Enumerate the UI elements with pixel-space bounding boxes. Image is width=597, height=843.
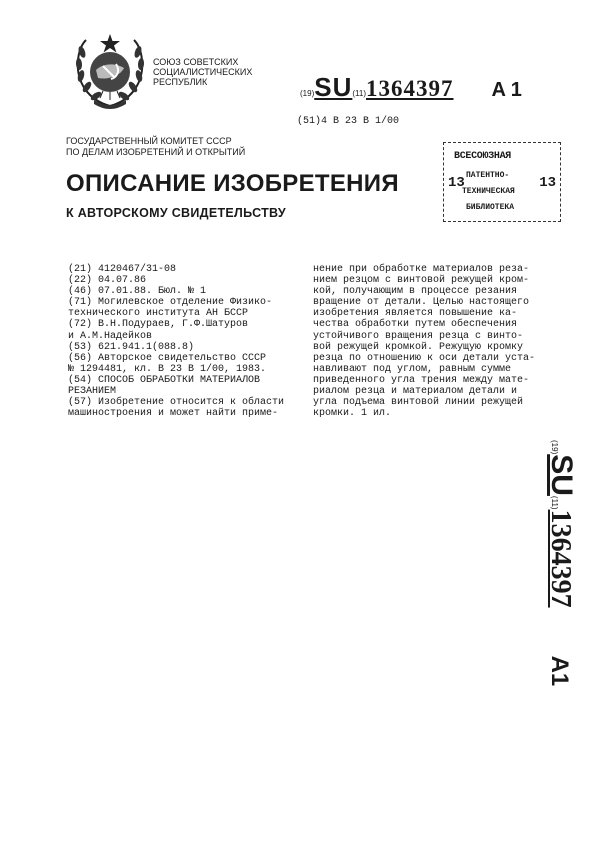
side-publication-number: [538, 440, 578, 700]
stamp-line: ТЕХНИЧЕСКАЯ: [462, 187, 515, 196]
text-line: устойчивого вращения резца с винто-: [313, 330, 524, 342]
text-line: технического института АН БССР: [68, 308, 249, 320]
text-line: (21) 4120467/31-08: [68, 264, 177, 275]
patent-number: 1364397: [366, 76, 454, 101]
document-title: ОПИСАНИЕ ИЗОБРЕТЕНИЯ: [66, 170, 399, 197]
union-line: СОЦИАЛИСТИЧЕСКИХ: [153, 67, 253, 77]
text-line: риалом резца и материалом детали и: [313, 386, 518, 398]
text-line: (53) 621.941.1(088.8): [68, 341, 195, 353]
text-line: кромки. 1 ил.: [313, 408, 392, 420]
committee-name: [66, 136, 245, 158]
text-line: нием резцом с винтовой режущей кром-: [313, 275, 530, 287]
text-line: (71) Могилевское отделение Физико-: [68, 297, 273, 309]
text-line: машиностроения и может найти приме-: [68, 408, 279, 420]
text-line: и А.М.Надейков: [68, 330, 153, 342]
code-19: (19): [300, 89, 315, 98]
side-code-19: (19): [550, 440, 559, 455]
text-line: чества обработки путем обеспечения: [313, 319, 518, 331]
union-line: РЕСПУБЛИК: [153, 77, 208, 87]
stamp-line: БИБЛИОТЕКА: [466, 203, 515, 212]
text-line: угла подъема винтовой линии режущей: [313, 397, 524, 409]
side-code-11: (11): [550, 495, 559, 510]
text-line: нение при обработке материалов реза-: [313, 264, 530, 275]
text-line: (54) СПОСОБ ОБРАБОТКИ МАТЕРИАЛОВ: [68, 374, 261, 386]
country-code: SU: [314, 72, 353, 102]
ipc-classification: (51)4 В 23 В 1/00: [297, 116, 400, 127]
text-line: РЕЗАНИЕМ: [68, 386, 117, 398]
publication-number: [300, 72, 522, 103]
text-line: (72) В.Н.Подураев, Г.Ф.Шатуров: [68, 319, 249, 331]
text-line: вращение от детали. Целью настоящего: [313, 297, 530, 309]
stamp-number-right: 13: [539, 175, 556, 191]
text-line: вой режущей кромкой. Режущую кромку: [313, 341, 524, 353]
union-line: СОЮЗ СОВЕТСКИХ: [153, 57, 239, 67]
text-line: резца по отношению к оси детали уста-: [313, 352, 536, 364]
committee-line: ГОСУДАРСТВЕННЫЙ КОМИТЕТ СССР: [66, 136, 232, 146]
text-line: (22) 04.07.86: [68, 275, 147, 287]
text-line: № 1294481, кл. В 23 В 1/00, 1983.: [68, 363, 267, 375]
ussr-emblem-icon: [70, 30, 150, 112]
text-line: (56) Авторское свидетельство СССР: [68, 352, 267, 364]
text-line: изобретения является повышение ка-: [313, 308, 518, 320]
document-subtitle: К АВТОРСКОМУ СВИДЕТЕЛЬСТВУ: [66, 206, 286, 220]
bibliographic-data-column: [68, 264, 290, 419]
library-stamp: [443, 142, 561, 222]
stamp-number-left: 13: [448, 175, 465, 191]
stamp-line: ПАТЕНТНО-: [466, 171, 510, 180]
side-country-code: SU: [545, 454, 578, 496]
committee-line: ПО ДЕЛАМ ИЗОБРЕТЕНИЙ И ОТКРЫТИЙ: [66, 147, 246, 157]
text-line: приведенного угла трения между мате-: [313, 374, 530, 386]
side-patent-number: 1364397: [545, 509, 576, 608]
stamp-line: ВСЕСОЮЗНАЯ: [454, 151, 512, 162]
text-line: навливают под углом, равным сумме: [313, 363, 512, 375]
issuing-state-name: [153, 57, 252, 87]
abstract-column: [313, 264, 535, 419]
side-kind-code: A1: [546, 655, 573, 687]
kind-code: A 1: [491, 79, 522, 101]
text-line: кой, получающим в процессе резания: [313, 286, 518, 298]
code-11: (11): [352, 89, 366, 98]
text-line: (57) Изобретение относится к области: [68, 397, 285, 409]
text-line: (46) 07.01.88. Бюл. № 1: [68, 286, 207, 298]
